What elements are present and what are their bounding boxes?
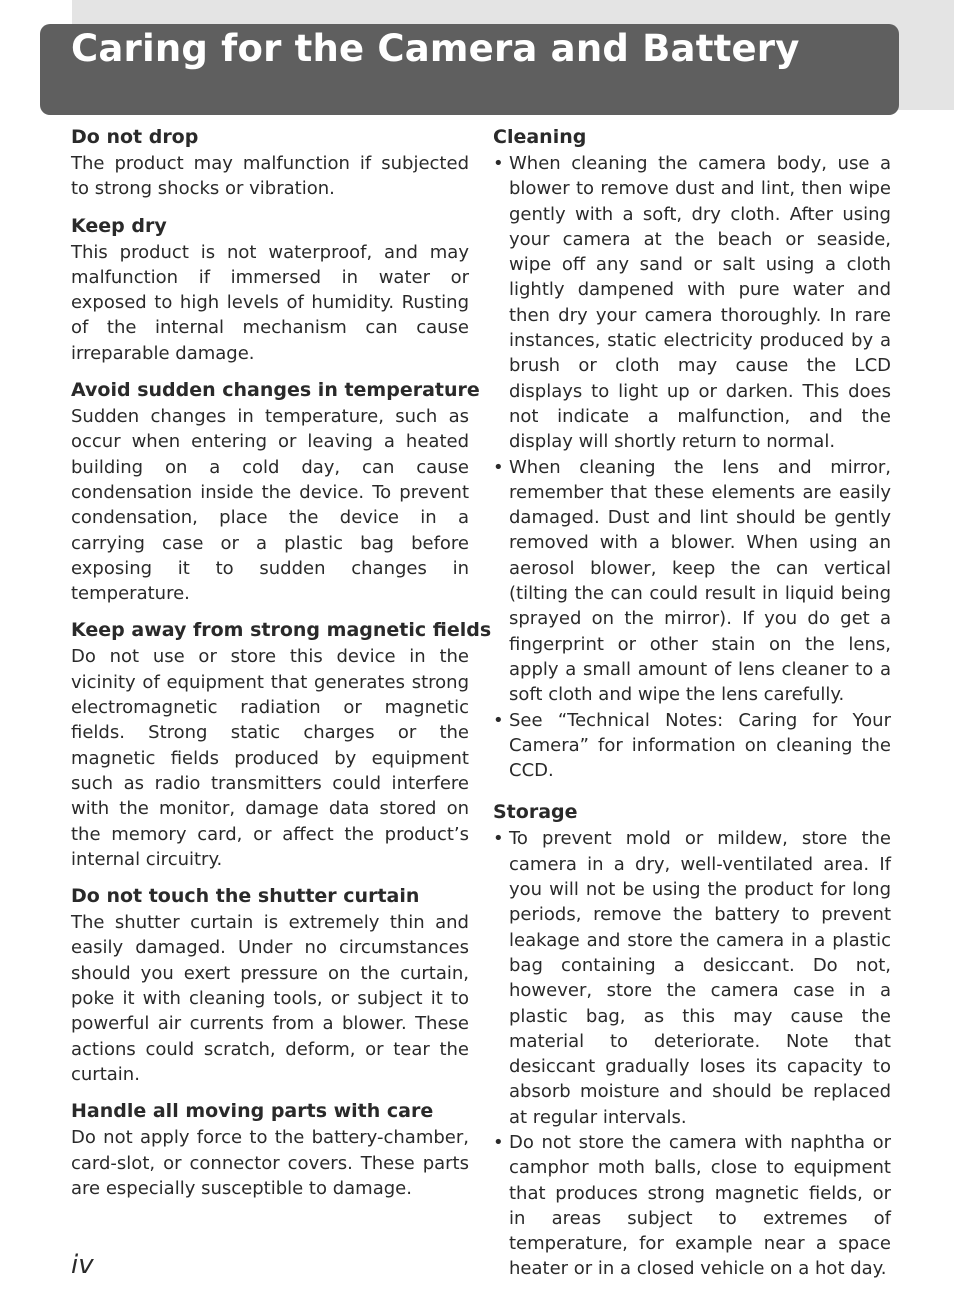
bullet-icon: • bbox=[493, 456, 504, 478]
list-item bbox=[493, 1130, 891, 1282]
section-heading: Do not touch the shutter curtain bbox=[71, 885, 420, 908]
section-body: Do not apply force to the battery-chamber, card-slot, or connector covers. These parts are especially susceptible to damage. bbox=[71, 1127, 469, 1199]
section-heading: Storage bbox=[493, 801, 578, 824]
list-item bbox=[493, 455, 891, 708]
list-item-text: When cleaning the camera body, use a blower to remove dust and lint, then wipe gently with a soft, dry cloth. After using your camera at the beach or seaside, wipe off any sand or salt using a cloth lightly dampened with pure water and then dry your camera thoroughly. In rare instances, static electricity produced by a brush or cloth may cause the LCD displays to light up or darken. This does not indicate a malfunction, and the display will shortly return to normal. bbox=[509, 153, 891, 453]
bullet-icon: • bbox=[493, 153, 504, 174]
bullet-icon: • bbox=[493, 1131, 504, 1153]
section-body: This product is not waterproof, and may malfunction if immersed in water or exposed to high levels of humidity. Rusting of the internal mechanism can cause irreparable damage. bbox=[71, 241, 469, 364]
section-body: The shutter curtain is extremely thin and easily damaged. Under no circumstances should you exert pressure on the curtain, poke it with cleaning tools, or subject it to powerful air currents from a blower. These actions could scratch, deform, or tear the curtain. bbox=[71, 912, 469, 1085]
section-magnetic-fields bbox=[71, 617, 492, 872]
section-temperature bbox=[71, 377, 480, 606]
section-shutter-curtain bbox=[71, 883, 469, 1087]
section-heading: Handle all moving parts with care bbox=[71, 1100, 434, 1123]
left-column bbox=[71, 124, 492, 1212]
section-storage bbox=[493, 799, 891, 1281]
list-item bbox=[493, 708, 891, 784]
list-item-text: To prevent mold or mildew, store the camera in a dry, well-ventilated area. If you will not be using the product for long periods, remove the battery to prevent leakage and store the camera in a plastic bag containing a desiccant. Do not, however, store the camera case in a plastic bag, as this may cause the material to deteriorate. Note that desiccant gradually loses its capacity to absorb moisture and should be replaced at regular intervals. bbox=[509, 828, 891, 1128]
bullet-icon: • bbox=[493, 828, 504, 850]
list-item-text: Do not store the camera with naphtha or camphor moth balls, close to equipment that produces strong magnetic fields, or in areas subject to extremes of temperature, for example near a space heater or in a closed vehicle on a hot day. bbox=[509, 1131, 891, 1280]
section-heading: Keep dry bbox=[71, 214, 167, 237]
section-moving-parts bbox=[71, 1098, 469, 1201]
section-heading: Do not drop bbox=[71, 126, 199, 148]
section-keep-dry bbox=[71, 213, 469, 366]
list-item-text: When cleaning the lens and mirror, remember that these elements are easily damaged. Dust and lint should be gently removed with a blower. When using an aerosol blower, keep the can vertical (tilting the can could result in liquid being sprayed on the mirror). If you do get a fingerprint or other stain on the lens, apply a small amount of lens cleaner to a soft cloth and wipe the lens carefully. bbox=[509, 456, 891, 706]
page-title: Caring for the Camera and Battery bbox=[71, 27, 800, 70]
right-column bbox=[493, 124, 891, 1298]
section-body: The product may malfunction if subjected to strong shocks or vibration. bbox=[71, 153, 469, 200]
bullet-list bbox=[493, 826, 891, 1281]
section-heading: Cleaning bbox=[493, 126, 587, 148]
bullet-list bbox=[493, 151, 891, 783]
section-body: Do not use or store this device in the vicinity of equipment that generates strong electromagnetic radiation or magnetic fields. Strong static charges or the magnetic fields produced by equipment such as radio transmitters could interfere with the monitor, damage data stored on the memory card, or affect the product’s internal circuitry. bbox=[71, 646, 469, 870]
section-heading: Keep away from strong magnetic fields bbox=[71, 619, 492, 642]
list-item bbox=[493, 151, 891, 455]
bullet-icon: • bbox=[493, 709, 504, 731]
page-number: iv bbox=[71, 1250, 94, 1280]
list-item bbox=[493, 826, 891, 1130]
section-heading: Avoid sudden changes in temperature bbox=[71, 379, 480, 402]
list-item-text: See “Technical Notes: Caring for Your Camera” for information on cleaning the CCD. bbox=[509, 709, 891, 782]
section-cleaning bbox=[493, 124, 891, 783]
section-body: Sudden changes in temperature, such as occur when entering or leaving a heated building on a cold day, can cause condensation inside the device. To prevent condensation, place the device in a carrying case or a plastic bag before exposing it to sudden changes in temperature. bbox=[71, 406, 469, 605]
section-do-not-drop bbox=[71, 124, 469, 202]
